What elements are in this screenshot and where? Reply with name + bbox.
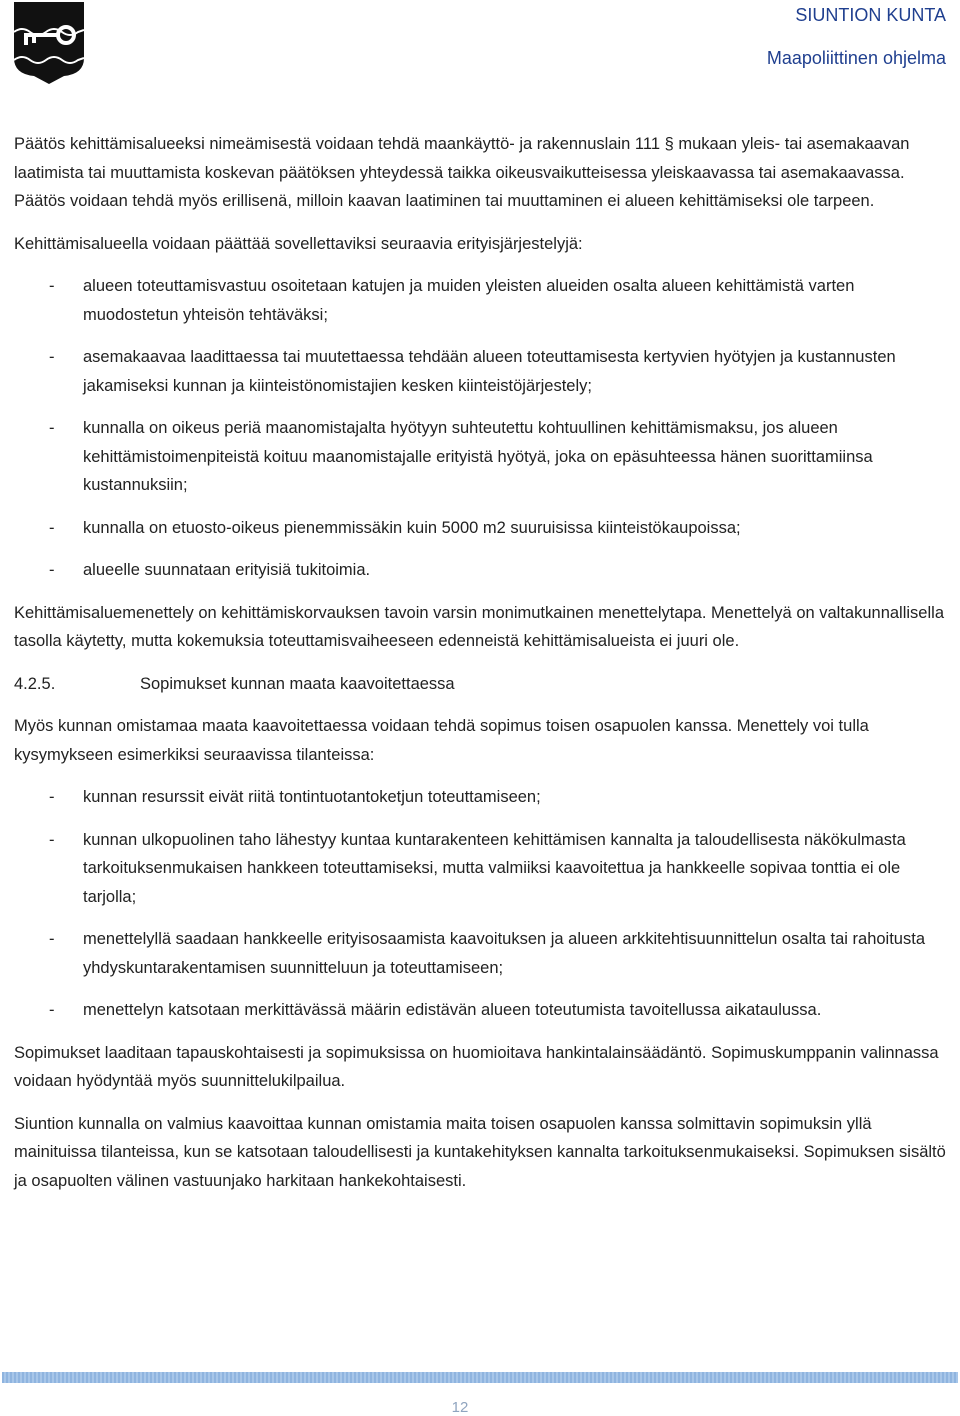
list-item-text: kunnalla on oikeus periä maanomistajalta hyötyyn suhteutettu kohtuullinen kehittämismaksu, jos alueen kehittämistoimenpiteistä koituu maanomistajalle erityistä hyötyä, joka on epäsuhteessa hänen suorittamiinsa kustannuksiin; [83,419,873,494]
list-bullet: - [49,277,55,295]
list-item [14,556,946,585]
list-item-text: menettelyn katsotaan merkittävässä määrin edistävän alueen toteutumista tavoitellussa aikataulussa. [83,1001,822,1019]
paragraph-sopimus-intro: Myös kunnan omistamaa maata kaavoitettaessa voidaan tehdä sopimus toisen osapuolen kanssa. Menettely voi tulla kysymykseen esimerkiksi seuraavissa tilanteissa: [14,717,869,764]
list-bullet: - [49,348,55,366]
page-number: 12 [451,1399,469,1416]
footer-divider [2,1372,958,1383]
list-bullet: - [49,561,55,579]
municipal-coat-of-arms-key-icon [14,2,84,84]
list-item [14,343,946,400]
list-item-text: alueelle suunnataan erityisiä tukitoimia. [83,561,371,579]
list-item [14,272,946,329]
paragraph-kehittamisalue-paatos: Päätös kehittämisalueeksi nimeämisestä voidaan tehdä maankäyttö- ja rakennuslain 111 § mukaan yleis- tai asemakaavan laatimista tai muuttamista koskevan päätöksen yhteydessä taikka oikeusvaikutteisessa yleiskaavassa tai asemakaavassa. Päätös voidaan tehdä myös erillisenä, milloin kaavan laatiminen tai muuttaminen ei alueen kehittämiseksi ole tarpeen. [14,135,910,210]
list-item [14,996,946,1025]
list-item [14,414,946,500]
list-bullet: - [49,518,55,537]
paragraph-erityisjarjestelyt-intro: Kehittämisalueella voidaan päättää sovellettaviksi seuraavia erityisjärjestelyjä: [14,234,583,253]
paragraph-kehittamisaluemenettely: Kehittämisaluemenettely on kehittämiskorvauksen tavoin varsin monimutkainen menettelytapa. Menettelyä on valtakunnallisella tasolla käytetty, mutta kokemuksia toteuttamisvaiheeseen edenneistä kehittämisalueista ei juuri ole. [14,603,944,650]
list-item [14,783,946,812]
section-number: 4.2.5. [14,674,56,693]
list-bullet: - [49,1001,55,1019]
list-item-text: kunnan resurssit eivät riitä tontintuotantoketjun toteuttamiseen; [83,788,541,806]
document-body [14,130,946,1209]
section-title: Sopimukset kunnan maata kaavoitettaessa [140,674,455,693]
list-bullet: - [49,788,55,806]
list-bullet: - [49,419,55,437]
list-bullet: - [49,930,55,948]
list-item [14,514,946,543]
list-item-text: kunnalla on etuosto-oikeus pienemmissäkin kuin 5000 m2 suuruisissa kiinteistökaupoissa; [83,518,741,537]
paragraph-hankintalainsaadanto: Sopimukset laaditaan tapauskohtaisesti ja sopimuksissa on huomioitava hankintalainsäädäntö. Sopimuskumppanin valinnassa voidaan hyödyntää myös suunnittelukilpailua. [14,1043,939,1090]
section-heading [14,670,946,699]
list-item-text: kunnan ulkopuolinen taho lähestyy kuntaa kuntarakenteen kehittämisen kannalta ja taloudellisesta näkökulmasta tarkoituksenmukaisen hankkeen toteuttamiseksi, mutta valmiiksi kaavoitettua ja hankkeelle sopivaa tonttia ei ole tarjolla; [83,830,906,906]
list-item-text: asemakaavaa laadittaessa tai muutettaessa tehdään alueen toteuttamisesta kertyvien hyötyjen ja kustannusten jakamiseksi kunnan ja kiinteistönomistajien kesken kiinteistöjärjestely; [83,348,896,395]
list-item [14,925,946,982]
paragraph-siuntio-valmius: Siuntion kunnalla on valmius kaavoittaa kunnan omistamia maita toisen osapuolen kanssa solmittavin sopimuksin yllä mainituissa tilanteissa, kun se katsotaan taloudellisesti ja kuntakehityksen kannalta tarkoituksenmukaiseksi. Sopimuksen sisältö ja osapuolten välinen vastuunjako harkitaan hankekohtaisesti. [14,1114,946,1190]
list-item-text: menettelyllä saadaan hankkeelle erityisosaamista kaavoituksen ja alueen arkkitehtisuunnittelun osalta tai rahoitusta yhdyskuntarakentamisen suunnitteluun ja toteuttamiseen; [83,930,925,977]
list-item [14,826,946,912]
list-bullet: - [49,830,55,849]
document-title: Maapoliittinen ohjelma [766,48,946,68]
organization-name: SIUNTION KUNTA [795,5,946,25]
list-item-text: alueen toteuttamisvastuu osoitetaan katujen ja muiden yleisten alueiden osalta alueen kehittämistä varten muodostetun yhteisön tehtäväksi; [83,277,855,324]
